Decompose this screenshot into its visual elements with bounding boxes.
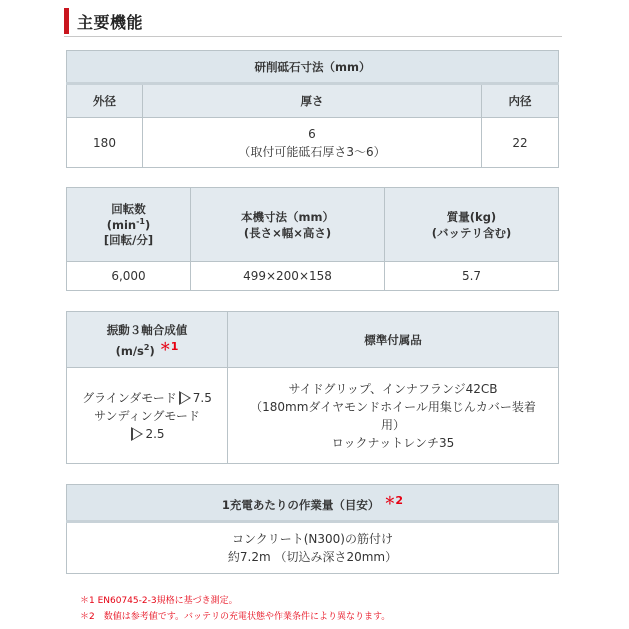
header-rpm	[67, 188, 191, 262]
accessory-2-cont: 用）	[380, 417, 405, 432]
work-per-charge-caption: 1充電あたりの作業量（目安） ＊2	[67, 485, 559, 522]
heading-divider	[64, 36, 562, 37]
work-amount: 約7.2m （切込み深さ20mm）	[227, 550, 398, 564]
header-thickness: 厚さ	[143, 84, 482, 118]
value-thickness-note: （取付可能砥石厚さ3～6）	[238, 144, 386, 159]
section-title: 主要機能	[77, 12, 144, 32]
header-rpm-unit-jp: [回転/分]	[103, 232, 154, 247]
value-dimensions: 499×200×158	[191, 262, 385, 291]
wheel-size-caption: 研削砥石寸法（mm）	[67, 51, 559, 84]
vibration-grinder: グラインダモード 7.5	[82, 390, 212, 405]
header-vibration: 振動３軸合成値 $(m/s^2)$ ＊1	[67, 312, 228, 368]
header-outer-diameter: 外径	[67, 84, 143, 118]
triangle-arrow-icon	[179, 391, 191, 405]
section-heading	[64, 7, 143, 35]
vibration-accessories-table	[66, 311, 559, 464]
value-mass: 5.7	[385, 262, 559, 291]
header-accessories: 標準付属品	[228, 312, 559, 368]
cell-accessories	[228, 368, 559, 464]
footnotes	[80, 593, 390, 625]
performance-table	[66, 187, 559, 291]
accessory-3: ロックナットレンチ35	[331, 435, 455, 450]
footnote-2: ＊2 数値は参考値です。バッテリの充電状態や作業条件により異なります。	[80, 612, 391, 622]
footnote-mark-1: ＊1	[159, 339, 179, 353]
value-thickness: 6	[308, 126, 316, 141]
header-rpm-unit: $(\min^{-1})$	[106, 217, 151, 232]
vibration-sanding: 2.5	[68, 425, 226, 443]
accessory-2: （180mmダイヤモンドホイール用集じんカバー装着	[250, 399, 536, 414]
footnote-mark-2: ＊2	[384, 494, 404, 508]
cell-work-per-charge	[67, 522, 559, 574]
footnote-1: ＊1 EN60745-2-3規格に基づき測定。	[80, 596, 238, 606]
header-dimensions: 本機寸法（mm） (長さ×幅×高さ)	[191, 188, 385, 262]
value-rpm: 6,000	[67, 262, 191, 291]
work-description: コンクリート(N300)の筋付け	[231, 532, 393, 546]
vibration-sanding-label: サンディングモード	[94, 408, 200, 423]
cell-vibration-values	[67, 368, 228, 464]
wheel-size-table	[66, 50, 559, 168]
value-inner-diameter: 22	[482, 118, 559, 168]
work-per-charge-table	[66, 484, 559, 574]
header-inner-diameter: 内径	[482, 84, 559, 118]
header-mass: 質量(kg) (バッテリ含む)	[385, 188, 559, 262]
triangle-arrow-icon	[131, 427, 143, 441]
heading-accent-bar	[64, 8, 69, 34]
header-rpm-label: 回転数	[111, 202, 146, 217]
cell-thickness	[143, 118, 482, 168]
accessory-1: サイドグリップ、インナフランジ42CB	[288, 381, 498, 396]
value-outer-diameter: 180	[67, 118, 143, 168]
